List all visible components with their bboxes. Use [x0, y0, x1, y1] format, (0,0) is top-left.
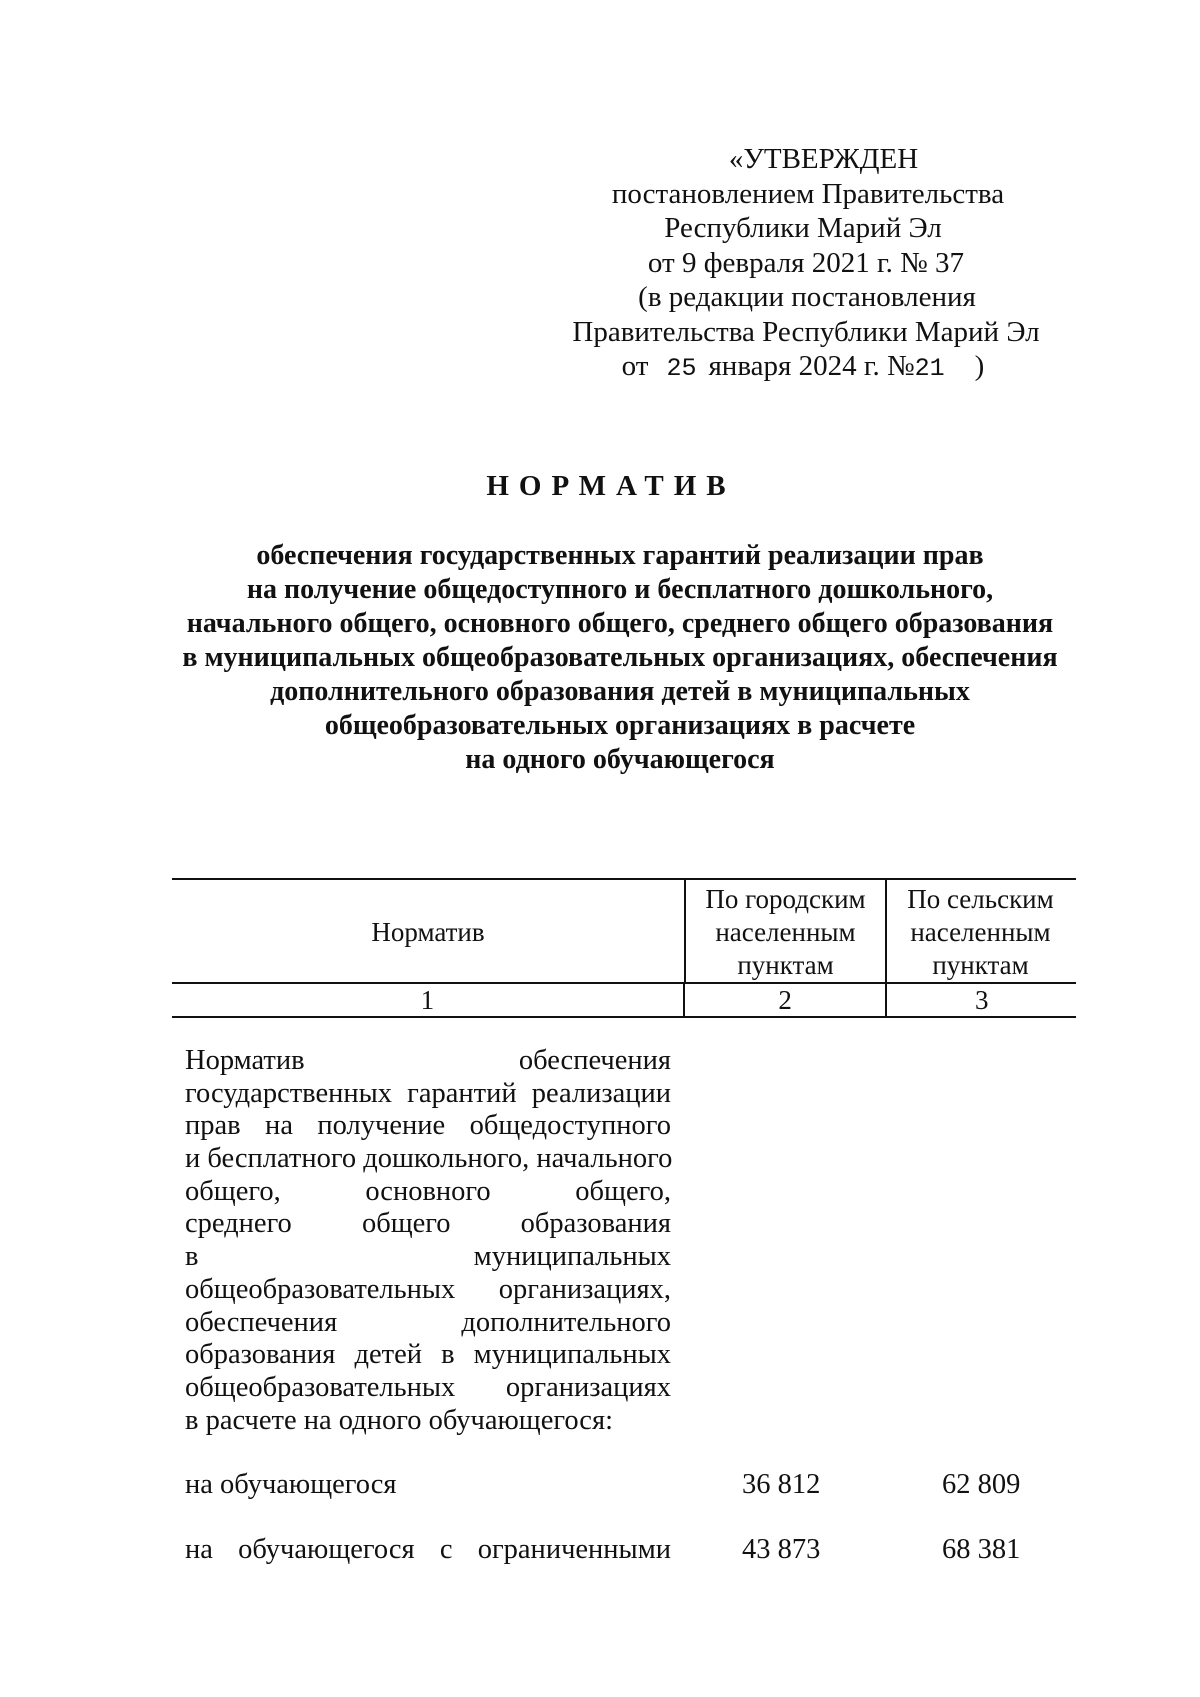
subtitle-line: в муниципальных общеобразовательных организациях, обеспечения [182, 642, 1058, 673]
header-cell-rural [885, 880, 1074, 982]
approval-date-prefix: от [621, 350, 649, 382]
subtitle-line: общеобразовательных организациях в расчете [324, 710, 916, 741]
row-label: на обучающегося с ограниченными [185, 1534, 671, 1565]
intro-line: образования детей в муниципальных [185, 1339, 671, 1371]
subtitle-line: обеспечения государственных гарантий реализации прав [256, 540, 984, 571]
intro-line: общего, основного общего, [185, 1175, 671, 1207]
subtitle-line: на получение общедоступного и бесплатного дошкольного, [246, 574, 994, 605]
approval-line-3: от 9 февраля 2021 г. № 37 [647, 246, 965, 279]
intro-line: государственных гарантий реализации [185, 1077, 671, 1109]
intro-line: и бесплатного дошкольного, начального [185, 1143, 673, 1175]
document-title: НОРМАТИВ [486, 470, 736, 502]
intro-line: обеспечения дополнительного [185, 1306, 671, 1338]
table-header-row [172, 878, 1076, 984]
header-cell-norm: Норматив [371, 916, 485, 947]
approval-date-suffix: ) [974, 350, 985, 382]
intro-line: общеобразовательных организациях, [185, 1273, 671, 1305]
document-subtitle [150, 539, 1090, 777]
row-value-urban: 36 812 [742, 1469, 821, 1500]
intro-line: в муниципальных [185, 1241, 671, 1273]
approval-line-6 [560, 349, 1046, 387]
approval-block [560, 142, 1060, 387]
approval-date-middle: января 2024 г. № [708, 350, 915, 382]
intro-line: в расчете на одного обучающегося: [185, 1404, 613, 1436]
approval-day: 25 [666, 354, 697, 383]
approval-line-4: (в редакции постановления [638, 281, 976, 313]
approval-title: «УТВЕРЖДЕН [728, 143, 919, 175]
norm-table [172, 878, 1076, 1018]
header-rural-line: населенным [910, 916, 1051, 947]
header-rural-line: пунктам [932, 949, 1029, 980]
norm-intro-text [185, 1045, 671, 1437]
subtitle-line: начального общего, основного общего, среднего общего образования [186, 608, 1054, 639]
subtitle-line: дополнительного образования детей в муниципальных [270, 676, 970, 707]
header-urban-line: населенным [715, 916, 856, 947]
intro-line: общеобразовательных организациях [185, 1371, 671, 1403]
column-number: 2 [683, 984, 886, 1016]
row-value-rural: 62 809 [942, 1469, 1021, 1500]
approval-line-1: постановлением Правительства [611, 177, 1005, 210]
header-rural-line: По сельским [907, 883, 1054, 914]
approval-number: 21 [914, 354, 945, 383]
header-urban-line: По городским [705, 883, 866, 914]
approval-line-2: Республики Марий Эл [664, 212, 942, 244]
intro-line: среднего общего образования [185, 1208, 671, 1240]
intro-line: Норматив обеспечения [185, 1045, 671, 1076]
table-column-numbers-row [172, 984, 1076, 1018]
header-urban-line: пунктам [737, 949, 834, 980]
row-label: на обучающегося [185, 1469, 397, 1500]
approval-line-5: Правительства Республики Марий Эл [572, 315, 1040, 348]
header-cell-urban [684, 880, 885, 982]
row-value-urban: 43 873 [742, 1534, 821, 1565]
column-number: 3 [885, 984, 1076, 1016]
intro-line: прав на получение общедоступного [185, 1110, 671, 1142]
subtitle-line: на одного обучающегося [465, 744, 775, 775]
row-value-rural: 68 381 [942, 1534, 1021, 1565]
column-number: 1 [420, 985, 435, 1015]
